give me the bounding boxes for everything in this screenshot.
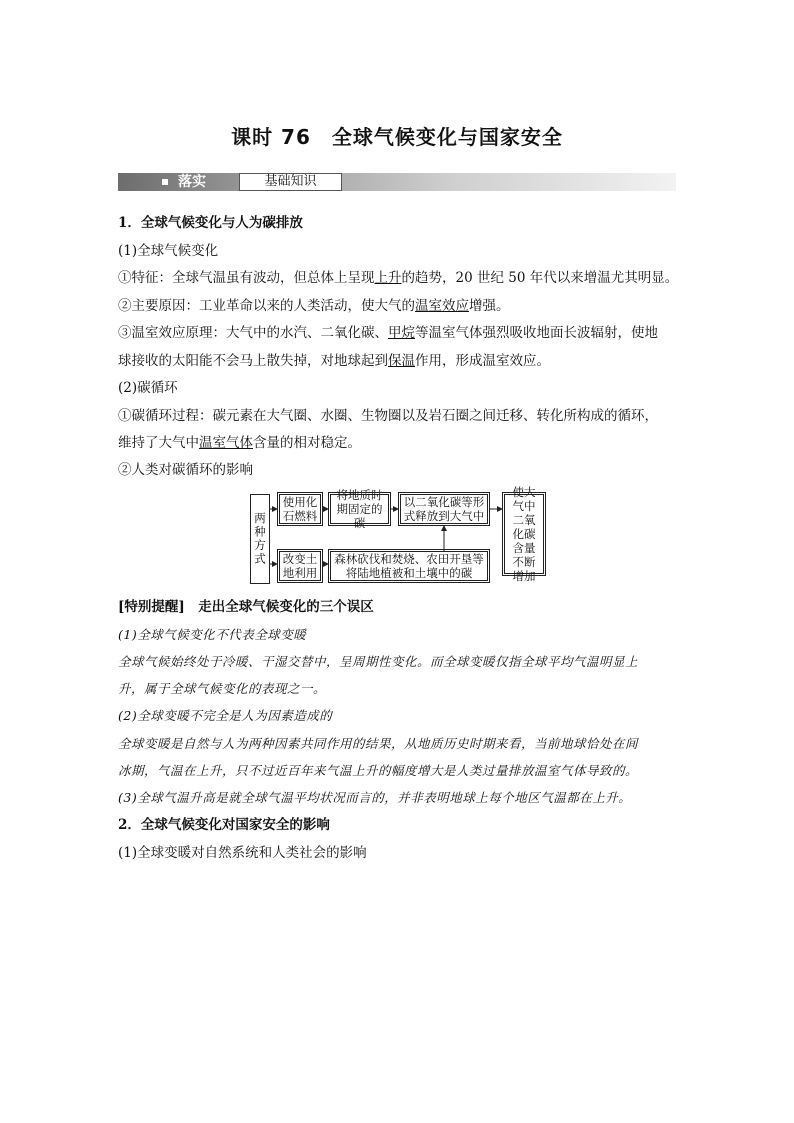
paragraph-principle-cont xyxy=(118,351,550,371)
paragraph-cause xyxy=(118,296,510,316)
tip-2-text: 全球变暖是自然与人为两种因素共同作用的结果，从地质历史时期来看，当前地球恰处在间 xyxy=(118,736,639,751)
paragraph-principle xyxy=(118,323,658,343)
tip-3-text: (3)全球气温升高是就全球气温平均状况而言的，并非表明地球上每个地区气温都在上升。 xyxy=(118,790,632,805)
tip-1-text-cont: 升，属于全球气候变化的表现之一。 xyxy=(118,681,327,696)
square-bullet-icon xyxy=(162,179,168,185)
paragraph-feature xyxy=(118,268,678,288)
diagram-box-release: 以二氧化碳等形式释放到大气中 xyxy=(400,494,488,524)
tip-label: [特别提醒] xyxy=(118,599,185,615)
diagram-box-land-use: 改变土地利用 xyxy=(279,551,321,581)
underlined-text: 温室效应 xyxy=(415,298,469,314)
text: 等温室气体强烈吸收地面长波辐射，使地 xyxy=(415,325,658,341)
text: ①特征：全球气温虽有波动，但总体上呈现 xyxy=(118,270,375,286)
carbon-flow-diagram xyxy=(250,485,550,586)
underlined-text: 温室气体 xyxy=(199,435,253,451)
subheading-2: (2)碳循环 xyxy=(118,380,178,396)
text: ②主要原因：工业革命以来的人类活动，使大气的 xyxy=(118,298,415,314)
paragraph-carbon-cycle: ①碳循环过程：碳元素在大气圈、水圈、生物圈以及岩石圈之间迁移、转化所构成的循环， xyxy=(118,408,658,424)
tip-1-title: (1)全球气候变化不代表全球变暖 xyxy=(118,627,307,642)
page-title: 课时 76 全球气候变化与国家安全 xyxy=(231,125,563,149)
diagram-left-label: 两种方式 xyxy=(250,494,270,584)
diagram-box-geologic-carbon: 将地质时期固定的碳 xyxy=(330,494,389,524)
subheading-1: (1)全球气候变化 xyxy=(118,243,219,259)
tip-2-title: (2)全球变暖不完全是人为因素造成的 xyxy=(118,708,333,723)
special-tip-heading xyxy=(118,597,374,617)
underlined-text: 上升 xyxy=(374,270,402,286)
heading-1: 1．全球气候变化与人为碳排放 xyxy=(118,215,303,231)
tip-2-text-cont: 冰期，气温在上升，只不过近百年来气温上升的幅度增大是人类过量排放温室气体导致的。 xyxy=(118,763,639,778)
diagram-box-deforestation: 森林砍伐和焚烧、农田开垦等将陆地植被和土壤中的碳 xyxy=(330,551,488,581)
text: 的趋势，20 世纪 50 年代以来增温尤其明显。 xyxy=(401,270,679,286)
section-banner xyxy=(118,173,676,191)
text: 球接收的太阳能不会马上散失掉，对地球起到 xyxy=(118,353,388,369)
banner-box-label: 基础知识 xyxy=(239,173,342,191)
heading-2: 2．全球气候变化对国家安全的影响 xyxy=(118,817,330,833)
paragraph-carbon-cycle-cont xyxy=(118,433,361,453)
text: 增强。 xyxy=(469,298,510,314)
underlined-text: 保温 xyxy=(388,353,415,369)
text: 含量的相对稳定。 xyxy=(253,435,361,451)
underlined-text: 甲烷 xyxy=(388,325,415,341)
paragraph-human-impact: ②人类对碳循环的影响 xyxy=(118,462,253,478)
diagram-box-fossil-fuel: 使用化石燃料 xyxy=(279,494,321,524)
text: 作用，形成温室效应。 xyxy=(415,353,550,369)
text: 维持了大气中 xyxy=(118,435,199,451)
tip-1-text: 全球气候始终处于冷暖、干湿交替中，呈周期性变化。而全球变暖仅指全球平均气温明显上 xyxy=(118,654,639,669)
tip-heading-text: 走出全球气候变化的三个误区 xyxy=(198,599,374,615)
banner-label: 落实 xyxy=(178,174,206,190)
text: ③温室效应原理：大气中的水汽、二氧化碳、 xyxy=(118,325,388,341)
subheading-3: (1)全球变暖对自然系统和人类社会的影响 xyxy=(118,845,367,861)
diagram-result-box: 使大气中二氧化碳含量不断增加 xyxy=(504,494,544,574)
